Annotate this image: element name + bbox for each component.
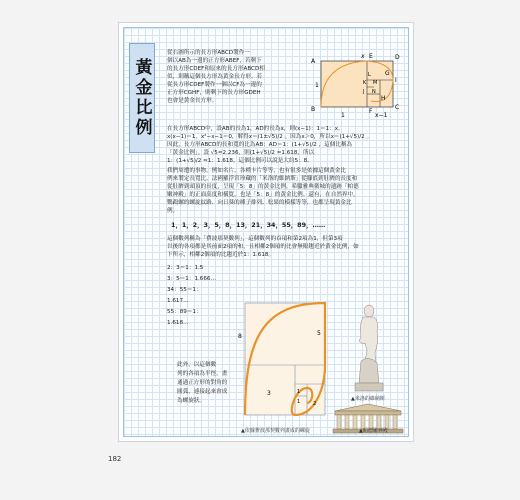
spiral-label-8: 8 — [238, 333, 242, 340]
body-paragraph — [167, 167, 407, 215]
label-k: K — [363, 80, 367, 86]
body-line: 從肚臍到頭頂的長度，呈現「5：8」的黃金比例。希臘雅典衛城的遺跡「帕德 — [167, 184, 359, 190]
spiral-paragraph — [177, 361, 239, 406]
body-line: 嫩神殿」的正面高度和橫寬，也是「5：8」的黃金比例。還有，在自然界中， — [167, 192, 359, 198]
intro-line: 從長方形CDEF製作一個以CF為一邊的 — [167, 82, 262, 88]
fib-line: 這個數列稱為「費波那契數列」，這個數列的首項和第2項為1，但第3項 — [167, 236, 343, 242]
spiral-label-5: 5 — [317, 330, 321, 337]
body-line: 例。 — [167, 208, 179, 214]
body-line: 例來製定長寬比。法國羅浮宮珍藏的「米洛的維納斯」從腳底到肚臍的長度和 — [167, 176, 358, 182]
spiral-label-1a: 1 — [297, 389, 301, 395]
spiral-line: 列的各項為半徑，畫 — [177, 371, 228, 377]
math-line: x(x−1)＝1，x²−x−1＝0，解得x＝(1±√5)/2 。因為x＞0，所以x＝(1+√5)/2 。 — [167, 134, 373, 140]
ratio-list — [167, 263, 237, 329]
intro-line: 似，則稱這個長方形為黃金長方形。若 — [167, 74, 263, 80]
spiral-line: 此外，以這個數 — [177, 362, 217, 368]
label-e: E — [369, 53, 373, 60]
fib-line: 下所示，相鄰2個項的比趨近於1：1.618。 — [167, 252, 275, 258]
spiral-line: 圓弧，連接起來會成 — [177, 389, 228, 395]
label-b: B — [311, 106, 316, 113]
spiral-label-1b: 1 — [297, 399, 301, 405]
intro-line: 也會是黃金長方形。 — [167, 98, 218, 104]
label-x: x — [361, 53, 365, 60]
ratio-line: 55：89＝1： — [167, 309, 202, 315]
spiral-caption: ▲依據費波那契數列畫成的螺旋 — [241, 428, 310, 434]
spiral-label-3: 3 — [267, 390, 271, 397]
fibonacci-paragraph — [167, 235, 407, 259]
title-box — [129, 43, 155, 153]
label-f: F — [369, 108, 373, 115]
venus-de-milo-illustration — [341, 301, 397, 393]
intro-paragraph — [167, 49, 317, 105]
body-line: 我們周遭的事物，例如名片、各種卡片等等，也有很多是依據這個黃金比 — [167, 168, 347, 174]
fibonacci-sequence: 1，1，2，3，5，8，13，21，34，55，89，…… — [171, 221, 326, 229]
ratio-line: 3：5＝1：1.666… — [167, 276, 217, 282]
page-title: 黃金比例 — [131, 58, 152, 138]
label-one-bottom: 1 — [341, 112, 345, 119]
label-i: I — [395, 77, 397, 84]
ratio-line: 2：3＝1：1.5 — [167, 265, 204, 271]
label-l: L — [368, 72, 371, 78]
fibonacci-spiral-diagram — [237, 293, 329, 427]
page-number: 182 — [108, 455, 122, 463]
label-m: M — [373, 80, 378, 86]
ratio-line: 34：55＝1： — [167, 287, 202, 293]
venus-caption: ▲米洛的維納斯 — [351, 396, 385, 402]
label-d: D — [395, 54, 400, 61]
ratio-line: 1.618… — [167, 320, 189, 326]
label-n: N — [372, 89, 376, 95]
math-section — [167, 125, 407, 165]
spiral-line: 通過正方形的對角的 — [177, 380, 228, 386]
book-page — [118, 22, 414, 442]
math-line: 1：(1+√5)/2 ≈1：1.618，這個比例可以說是大約5：8。 — [167, 158, 313, 164]
label-one-left: 1 — [315, 82, 319, 89]
intro-line: 從右圖所示的長方形ABCD製作一 — [167, 50, 250, 56]
spiral-label-2: 2 — [313, 401, 317, 407]
label-a: A — [311, 58, 316, 65]
label-h: H — [381, 95, 386, 102]
intro-line: 的長方形CDEF和原來的長方形ABCD相 — [167, 66, 265, 72]
intro-line: 正方形CGHF，則剩下的長方形GDEH — [167, 90, 261, 96]
math-line: 因此，長方形ABCD的長和寬的比為AB：AD＝1：(1+√5)/2 ，這個比稱為 — [167, 142, 353, 148]
body-line: 鸚鵡螺的螺旋紋路、向日葵的種子排列、松果的模樣等等，也都呈現黃金比 — [167, 200, 352, 206]
parthenon-caption: ▲帕德嫩神殿 — [359, 428, 388, 434]
label-x-minus-1: x−1 — [375, 112, 388, 119]
label-g: G — [385, 70, 390, 77]
ratio-line: 1.617… — [167, 298, 189, 304]
spiral-line: 為螺旋狀。 — [177, 398, 205, 404]
fib-line: 以後的各項都是其前面2項的和，且相鄰2個項的比會無限趨近於黃金比例，如 — [167, 244, 359, 250]
math-line: 「黃金比例」。設 √5≈2.236，則(1+√5)/2 ≈1.618，所以 — [167, 150, 315, 156]
math-line: 在長方形ABCD中，設AB的長為1，AD的長為x，則(x−1)：1＝1：x， — [167, 126, 344, 132]
label-j: J — [363, 89, 365, 95]
label-c: C — [395, 104, 400, 111]
intro-line: 個以AB為一邊的正方形ABEF，若剩下 — [167, 58, 262, 64]
golden-rectangle-diagram — [311, 51, 409, 121]
